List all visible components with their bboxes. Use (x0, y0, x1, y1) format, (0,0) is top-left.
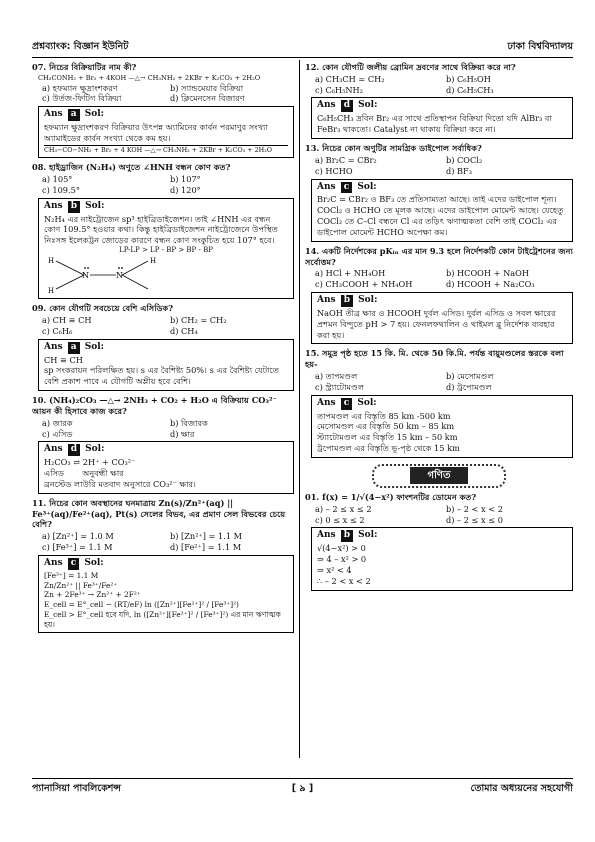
option-b[interactable]: b) C₆H₅OH (446, 73, 491, 84)
atom-n: N (116, 271, 123, 281)
options (42, 531, 294, 553)
page-header (32, 40, 573, 54)
option-b[interactable]: b) [Zn²⁺] = 1.1 M (170, 531, 243, 542)
question-08 (32, 162, 294, 299)
question-text: 13. নিচের কোন অণুটির সামগ্রিক ডাইপোল সর্বাধিক? (305, 143, 482, 154)
solution-box (311, 97, 573, 139)
left-column (32, 62, 294, 758)
reaction-equation: CH₃CONH₂ + Br₂ + 4KOH —△→ CH₃NH₂ + 2KBr + K₂CO₃ + 2H₂O (38, 73, 261, 82)
solution-text: [Fe³⁺] = 1.1 M Zn/Zn²⁺ || Fe³⁺/Fe²⁺ Zn + 2Fe³⁺ → Zn²⁺ + 2F²⁺ E_cell = E°_cell − (RT/eF) ln ([Zn²⁺][Fe²⁺]² / [Fe³⁺]²) E_cell > E°_cell হবে যদি, ln ([Zn²⁺][Fe²⁺]² / [Fe³⁺]²) এর মান ঋণাত্মক হয়। (44, 570, 281, 629)
option-a[interactable]: a) জারক (42, 417, 73, 428)
question-text: 11. নিচের কোন অবস্থানের ঘনমাত্রায় Zn(s)/Zn²⁺(aq) || Fe³⁺(aq)/Fe²⁺(aq), Pt(s) সেলের বিভব, এর প্রমাণ সেল বিভবের চেয়ে বেশি? (32, 497, 286, 530)
option-b[interactable]: b) CH₂ = CH₂ (170, 315, 227, 326)
option-d[interactable]: d) C₆H₅CH₃ (446, 84, 494, 95)
header-right-title: ঢাকা বিশ্ববিদ্যালয় (507, 41, 573, 52)
options (42, 315, 294, 337)
solution-text: হফম্যান ক্ষুদ্রাংশকরণ বিক্রিয়ার উৎপন্ন অ্যামিনের কার্বন পরমাণুর সংখ্যা অ্যামাইডের কার্বন সংখ্যা থেকে কম হয়। (44, 122, 271, 143)
option-b[interactable]: b) – 2 < x < 2 (446, 503, 503, 514)
option-d[interactable]: d) ক্লিমেনসেন বিজারণ (170, 93, 245, 104)
option-b[interactable]: b) স্যান্ডমেয়ার বিক্রিয়া (170, 82, 244, 93)
question-15 (305, 348, 573, 458)
question-11 (32, 498, 294, 634)
option-a[interactable]: a) 105° (42, 174, 73, 184)
question-text: 07. নিচের বিক্রিয়াটির নাম কী? (32, 62, 137, 72)
option-d[interactable]: d) 120° (170, 184, 201, 195)
answer-header: Ans c Sol: (44, 557, 104, 568)
page-footer (32, 782, 573, 796)
question-math-01 (305, 492, 573, 591)
answer-header: Ans b Sol: (317, 530, 378, 541)
solution-text: CH ≡ CH sp সংকরায়ন পরিলক্ষিত হয়। s এর বৈশিষ্ট্য 50%। s এর বৈশিষ্ট্য যেটাতে বেশি প্রকাশ পাবে এ যৌগটি অম্লীয় হবে বেশি। (44, 354, 279, 387)
option-d[interactable]: d) [Fe²⁺] = 1.1 M (170, 542, 242, 553)
option-a[interactable]: a) HCl + NH₄OH (315, 268, 386, 279)
option-b[interactable]: b) HCOOH + NaOH (446, 268, 529, 279)
answer-key: c (341, 182, 352, 194)
solution-box (38, 555, 294, 633)
question-text: 08. হাইড্রাজিন (N₂H₄) অণুতে ∠HNH বন্ধন কোণ কত? (32, 162, 231, 173)
question-text: 14. একটি নির্দেশকের pKᵢₙ এর মান 9.3 হলে নির্দেশকটি কোন টাইট্রেশনের জন্য সর্বোত্তম? (305, 245, 573, 267)
option-b[interactable]: b) বিজারক (170, 417, 208, 428)
solution-text: Br₂C = CBr₂ ও BF₃ তে প্রতিসাম্যতা আছে। তাই এদের ডাইপোল শূন্য। COCl₂ ও HCHO তে মূলক আছে। এদের ডাইপোল মোমেন্ট আছে। যেহেতু COCl₂ তে C–Cl বন্ধনে Cl এর তড়িৎ ঋণাত্মকতা বেশি তাই COCl₂ এর ডাইপোল মোমেন্ট HCHO অপেক্ষা কম। (317, 194, 566, 237)
option-c[interactable]: c) এসিড (42, 428, 73, 439)
options (315, 155, 573, 177)
question-09 (32, 303, 294, 391)
question-10 (32, 395, 294, 494)
options (315, 504, 573, 526)
answer-header: Ans a Sol: (44, 109, 104, 120)
page-number: [ ৯ ] (291, 783, 314, 794)
answer-key: b (68, 201, 80, 213)
publisher-name: প্যানাসিয়া পাবলিকেশন্স (32, 783, 121, 794)
solution-text: NaOH তীব্র ক্ষার ও HCOOH দুর্বল এসিড। দুর্বল এসিড ও সবল ক্ষারের প্রশমন বিন্দুতে pH > 7 হয়। ফেনলফথালিন ও থাইমল ব্লু নির্দেশক ব্যবহার করা হয়। (317, 307, 559, 340)
option-b[interactable]: b) 107° (170, 174, 201, 184)
option-c[interactable]: c) উর্তজ-ফিটিগ বিক্রিয়া (42, 93, 122, 104)
answer-key: d (341, 100, 353, 112)
answer-key: c (68, 558, 79, 570)
option-a[interactable]: a) CH₃CH = CH₂ (315, 73, 385, 84)
solution-text: √(4−x²) > 0 ⇒ 4 – x² > 0 ⇒ x² < 4 ∴ – 2 < x < 2 (317, 543, 371, 586)
header-left-title: প্রশ্নব্যাংক: বিজ্ঞান ইউনিট (32, 41, 129, 52)
option-c[interactable]: c) CH₃COOH + NH₄OH (315, 279, 413, 290)
question-text: 15. সমুদ্র পৃষ্ঠ হতে 15 কি. মি. থেকে 50 কি.মি. পর্যন্ত বায়ুমণ্ডলের স্তরকে বলা হয়- (305, 348, 564, 370)
question-07 (32, 62, 294, 158)
hydrazine-structure-diagram (44, 255, 164, 295)
solution-box (311, 395, 573, 458)
options (42, 83, 294, 105)
options (315, 74, 573, 96)
answer-header: Ans d Sol: (317, 100, 378, 111)
answer-key: a (68, 342, 80, 354)
question-text: 10. (NH₄)₂CO₃ —△→ 2NH₃ + CO₂ + H₂O এ বিক্রিয়ায় CO₃²⁻ আয়ন কী হিসাবে কাজ করে? (32, 395, 277, 416)
atom-h: H (48, 287, 55, 296)
option-a[interactable]: a) – 2 ≤ x ≤ 2 (315, 503, 372, 514)
solution-box (38, 441, 294, 493)
solution-box (38, 198, 294, 300)
answer-header: Ans a Sol: (44, 341, 104, 352)
solution-box (38, 339, 294, 391)
answer-header: Ans c Sol: (317, 181, 377, 192)
options (315, 371, 573, 393)
solution-equation: CH₃−CO−NH₂ + Br₂ + 4 KOH —△→ CH₃NH₂ + 2KBr + K₂CO₃ + 2H₂O (44, 145, 288, 154)
option-c[interactable]: c) [Fe³⁺] = 1.1 M (42, 542, 113, 553)
option-d[interactable]: d) ট্রপোমণ্ডল (446, 381, 492, 392)
option-d[interactable]: d) BF₃ (446, 165, 473, 176)
answer-key: a (68, 109, 80, 121)
option-d[interactable]: d) – 2 ≤ x ≤ 0 (446, 514, 503, 525)
option-a[interactable]: a) CH ≡ CH (42, 315, 92, 326)
option-b[interactable]: b) মেসোমণ্ডল (446, 371, 494, 382)
answer-key: d (68, 444, 80, 456)
solution-box (311, 179, 573, 242)
option-d[interactable]: d) CH₄ (170, 325, 198, 336)
question-14 (305, 246, 573, 345)
question-text: 09. কোন যৌগটি সবচেয়ে বেশি এসিডিক? (32, 303, 174, 314)
option-d[interactable]: d) HCOOH + Na₂CO₃ (446, 279, 535, 290)
solution-text: H₂CO₃ ⇌ 2H⁺ + CO₃²⁻ এসিড অনুবন্ধী ক্ষার ব্রনস্টেড লাউরি মতবাদ অনুসারে CO₃²⁻ ক্ষার। (44, 457, 196, 489)
option-a[interactable]: a) হফম্যান ক্ষুদ্রাংশকরণ (42, 82, 118, 93)
option-d[interactable]: d) ক্ষার (170, 428, 195, 439)
option-c[interactable]: c) 109.5° (42, 184, 80, 195)
right-column (305, 62, 573, 758)
solution-box (311, 527, 573, 590)
section-banner-math (372, 464, 506, 488)
answer-header: Ans b Sol: (44, 200, 105, 211)
option-a[interactable]: a) Br₂C = CBr₂ (315, 154, 377, 165)
header-divider (32, 57, 573, 58)
option-c[interactable]: c) HCHO (315, 165, 353, 176)
answer-header: Ans c Sol: (317, 397, 377, 408)
atom-h: H (48, 257, 55, 266)
answer-key: b (341, 295, 353, 307)
option-c[interactable]: c) 0 ≤ x ≤ 2 (315, 514, 365, 525)
answer-key: c (341, 398, 352, 410)
column-divider (299, 60, 300, 758)
options (42, 418, 294, 440)
solution-box (38, 106, 294, 158)
answer-header: Ans d Sol: (44, 444, 105, 455)
option-a[interactable]: a) তাপমণ্ডল (315, 371, 358, 382)
option-a[interactable]: a) [Zn²⁺] = 1.0 M (42, 531, 114, 542)
repulsion-order: LP-LP > LP - BP > BP - BP (119, 246, 213, 255)
question-text: 01. f(x) = 1/√(4−x²) ফাংশনটির ডোমেন কত? (305, 491, 477, 502)
question-13 (305, 143, 573, 242)
footer-divider (32, 778, 573, 779)
options (315, 268, 573, 290)
option-c[interactable]: c) স্ট্র্যাটোমণ্ডল (315, 381, 365, 392)
question-text: 12. কোন যৌগটি জলীয় ব্রোমিন দ্রবণের সাথে বিক্রিয়া করে না? (305, 62, 516, 72)
atom-n: N (82, 271, 89, 281)
solution-text: C₆H₅CH₃ দ্রবিন Br₂ এর সাথে প্রতিস্থাপন বিক্রিয়া দিতো যদি AlBr₃ বা FeBr₃ থাকতো। Catalyst না থাকায় বিক্রিয়া করে না। (317, 113, 555, 135)
footer-tagline: তোমার অধ্যয়নের সহযোগী (470, 783, 573, 794)
answer-key: b (341, 530, 353, 542)
question-12 (305, 62, 573, 139)
option-b[interactable]: b) COCl₂ (446, 154, 483, 165)
option-c[interactable]: c) C₆H₅NH₂ (315, 84, 363, 95)
section-title: গণিত (410, 467, 469, 484)
atom-h: H (150, 257, 157, 266)
solution-text: N₂H₄ এর নাইট্রোজেন sp³ হাইব্রিডাইজেশন। তাই ∠HNH এর বন্ধন কোণ 109.5° হওয়ার কথা। কিন্তু হাইব্রিডাইজেশন নাইট্রোজেনে উপস্থিত নিঃসঙ্গ ইলেকট্রন জোড়ের কারণে বন্ধন কোণ সংকুচিত হয়ে 107° হবে। (44, 213, 281, 246)
answer-header: Ans b Sol: (317, 295, 378, 305)
solution-text: তাপমণ্ডল এর বিস্তৃতি 85 km -500 km মেসোমণ্ডল এর বিস্তৃতি 50 km – 85 km স্ট্যাটোমণ্ডল এর বিস্তৃতি 15 km – 50 km ট্রপোমণ্ডল এর বিস্তৃতি ভূ-পৃষ্ঠ থেকে 15 km (317, 410, 460, 454)
options (42, 174, 294, 196)
solution-box (311, 292, 573, 344)
option-c[interactable]: c) C₆H₆ (42, 325, 73, 336)
